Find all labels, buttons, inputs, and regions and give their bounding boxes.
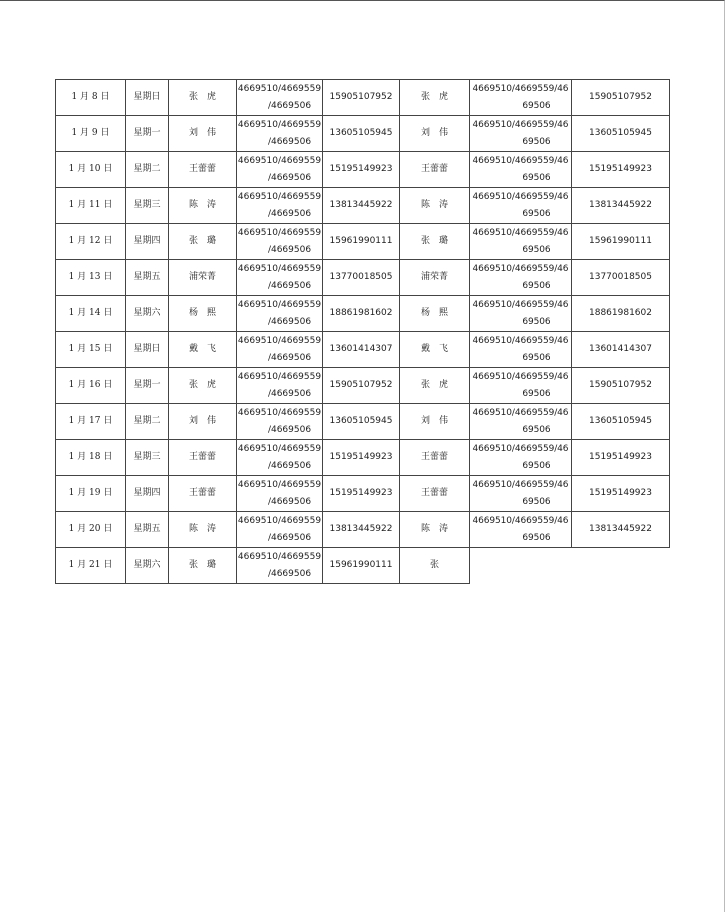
office-phone-cell-line: 4669510/4669559 <box>237 443 322 454</box>
table-row <box>56 404 670 440</box>
backup-office-phone-cell <box>470 224 572 260</box>
backup-name-cell: 王蕾蕾 <box>400 152 470 188</box>
backup-office-phone-cell-line: 69506 <box>522 208 551 219</box>
table-row <box>56 260 670 296</box>
office-phone-cell-line: 4669510/4669559 <box>237 191 322 202</box>
duty-name-cell: 王蕾蕾 <box>169 476 237 512</box>
office-phone-cell-line: /4669506 <box>267 496 312 507</box>
weekday-cell: 星期三 <box>126 440 169 476</box>
office-phone-cell-line: /4669506 <box>267 208 312 219</box>
backup-office-phone-cell <box>470 512 572 548</box>
office-phone-cell <box>237 260 323 296</box>
weekday-cell: 星期四 <box>126 476 169 512</box>
duty-name-cell: 陈 涛 <box>169 188 237 224</box>
office-phone-cell <box>237 188 323 224</box>
duty-name-cell: 张 璐 <box>169 224 237 260</box>
backup-office-phone-cell <box>470 80 572 116</box>
office-phone-cell-line: /4669506 <box>267 352 312 363</box>
weekday-cell: 星期二 <box>126 152 169 188</box>
backup-office-phone-cell <box>470 476 572 512</box>
backup-name-cell: 张 虎 <box>400 80 470 116</box>
backup-mobile-cell: 15195149923 <box>572 476 670 512</box>
backup-mobile-cell: 13770018505 <box>572 260 670 296</box>
office-phone-cell-line: 4669510/4669559 <box>237 83 322 94</box>
backup-office-phone-cell <box>470 368 572 404</box>
backup-office-phone-cell-line: 4669510/4669559/46 <box>472 119 569 130</box>
office-phone-cell-line: 4669510/4669559 <box>237 263 322 274</box>
backup-office-phone-cell <box>470 152 572 188</box>
office-phone-cell-line: 4669510/4669559 <box>237 515 322 526</box>
backup-office-phone-cell <box>470 260 572 296</box>
office-phone-cell-line: 4669510/4669559 <box>237 119 322 130</box>
backup-office-phone-cell-line: 4669510/4669559/46 <box>472 335 569 346</box>
backup-name-cell: 张 虎 <box>400 368 470 404</box>
table-row <box>56 296 670 332</box>
office-phone-cell <box>237 152 323 188</box>
backup-office-phone-cell-line: 69506 <box>522 172 551 183</box>
backup-office-phone-cell-line: 4669510/4669559/46 <box>472 443 569 454</box>
duty-roster-table <box>55 79 670 584</box>
table-row <box>56 476 670 512</box>
backup-office-phone-cell-line: 69506 <box>522 280 551 291</box>
date-cell: 1 月 18 日 <box>56 440 126 476</box>
weekday-cell: 星期日 <box>126 80 169 116</box>
backup-office-phone-cell-line: 69506 <box>522 388 551 399</box>
backup-office-phone-cell-line: 69506 <box>522 316 551 327</box>
backup-office-phone-cell-line: 4669510/4669559/46 <box>472 299 569 310</box>
office-phone-cell <box>237 404 323 440</box>
table-row <box>56 368 670 404</box>
office-phone-cell-line: /4669506 <box>267 568 312 579</box>
backup-office-phone-cell-line: 4669510/4669559/46 <box>472 155 569 166</box>
backup-mobile-cell: 15195149923 <box>572 152 670 188</box>
mobile-cell: 18861981602 <box>323 296 400 332</box>
mobile-cell: 15961990111 <box>323 224 400 260</box>
table-row <box>56 332 670 368</box>
backup-office-phone-cell-line: 4669510/4669559/46 <box>472 407 569 418</box>
mobile-cell: 13605105945 <box>323 116 400 152</box>
duty-name-cell: 戴 飞 <box>169 332 237 368</box>
office-phone-cell <box>237 512 323 548</box>
backup-office-phone-cell <box>470 332 572 368</box>
office-phone-cell-line: /4669506 <box>267 280 312 291</box>
weekday-cell: 星期一 <box>126 368 169 404</box>
table-row <box>56 440 670 476</box>
office-phone-cell <box>237 224 323 260</box>
duty-name-cell: 刘 伟 <box>169 116 237 152</box>
weekday-cell: 星期一 <box>126 116 169 152</box>
duty-name-cell: 张 虎 <box>169 80 237 116</box>
backup-name-cell: 浦荣菁 <box>400 260 470 296</box>
office-phone-cell-line: 4669510/4669559 <box>237 479 322 490</box>
backup-name-cell: 陈 涛 <box>400 188 470 224</box>
table-row <box>56 224 670 260</box>
date-cell: 1 月 21 日 <box>56 548 126 584</box>
office-phone-cell-line: /4669506 <box>267 100 312 111</box>
weekday-cell: 星期四 <box>126 224 169 260</box>
duty-name-cell: 王蕾蕾 <box>169 152 237 188</box>
office-phone-cell-line: /4669506 <box>267 388 312 399</box>
mobile-cell: 15195149923 <box>323 476 400 512</box>
office-phone-cell-line: 4669510/4669559 <box>237 335 322 346</box>
date-cell: 1 月 16 日 <box>56 368 126 404</box>
empty-cell <box>572 548 670 584</box>
office-phone-cell <box>237 116 323 152</box>
backup-office-phone-cell-line: 4669510/4669559/46 <box>472 83 569 94</box>
duty-name-cell: 杨 熙 <box>169 296 237 332</box>
mobile-cell: 15195149923 <box>323 152 400 188</box>
date-cell: 1 月 19 日 <box>56 476 126 512</box>
backup-office-phone-cell-line: 4669510/4669559/46 <box>472 371 569 382</box>
backup-office-phone-cell-line: 69506 <box>522 100 551 111</box>
office-phone-cell <box>237 296 323 332</box>
backup-office-phone-cell <box>470 188 572 224</box>
mobile-cell: 15905107952 <box>323 368 400 404</box>
backup-office-phone-cell-line: 69506 <box>522 244 551 255</box>
office-phone-cell <box>237 476 323 512</box>
date-cell: 1 月 15 日 <box>56 332 126 368</box>
backup-mobile-cell: 15195149923 <box>572 440 670 476</box>
table-row <box>56 152 670 188</box>
backup-office-phone-cell-line: 4669510/4669559/46 <box>472 191 569 202</box>
backup-office-phone-cell-line: 4669510/4669559/46 <box>472 263 569 274</box>
backup-mobile-cell: 13813445922 <box>572 512 670 548</box>
office-phone-cell-line: /4669506 <box>267 424 312 435</box>
office-phone-cell-line: 4669510/4669559 <box>237 407 322 418</box>
date-cell: 1 月 9 日 <box>56 116 126 152</box>
table-row <box>56 512 670 548</box>
backup-mobile-cell: 13601414307 <box>572 332 670 368</box>
mobile-cell: 13601414307 <box>323 332 400 368</box>
backup-office-phone-cell-line: 69506 <box>522 532 551 543</box>
backup-office-phone-cell-line: 69506 <box>522 496 551 507</box>
backup-office-phone-cell <box>470 116 572 152</box>
duty-name-cell: 刘 伟 <box>169 404 237 440</box>
office-phone-cell-line: 4669510/4669559 <box>237 299 322 310</box>
backup-office-phone-cell-line: 69506 <box>522 352 551 363</box>
backup-name-cell: 王蕾蕾 <box>400 476 470 512</box>
mobile-cell: 13770018505 <box>323 260 400 296</box>
office-phone-cell-line: 4669510/4669559 <box>237 155 322 166</box>
backup-mobile-cell: 13605105945 <box>572 404 670 440</box>
backup-office-phone-cell-line: 4669510/4669559/46 <box>472 479 569 490</box>
mobile-cell: 13813445922 <box>323 512 400 548</box>
table-row <box>56 80 670 116</box>
weekday-cell: 星期三 <box>126 188 169 224</box>
empty-cell <box>470 548 572 584</box>
date-cell: 1 月 17 日 <box>56 404 126 440</box>
office-phone-cell <box>237 332 323 368</box>
office-phone-cell-line: /4669506 <box>267 460 312 471</box>
office-phone-cell-line: /4669506 <box>267 532 312 543</box>
backup-mobile-cell: 13605105945 <box>572 116 670 152</box>
backup-name-cell: 陈 涛 <box>400 512 470 548</box>
mobile-cell: 13605105945 <box>323 404 400 440</box>
backup-office-phone-cell <box>470 440 572 476</box>
backup-office-phone-cell-line: 69506 <box>522 424 551 435</box>
office-phone-cell-line: /4669506 <box>267 316 312 327</box>
mobile-cell: 15905107952 <box>323 80 400 116</box>
backup-name-cell: 杨 熙 <box>400 296 470 332</box>
backup-office-phone-cell <box>470 296 572 332</box>
office-phone-cell <box>237 368 323 404</box>
office-phone-cell-line: 4669510/4669559 <box>237 551 322 562</box>
office-phone-cell-line: /4669506 <box>267 136 312 147</box>
table-row <box>56 548 670 584</box>
backup-office-phone-cell-line: 4669510/4669559/46 <box>472 227 569 238</box>
duty-name-cell: 张 璐 <box>169 548 237 584</box>
backup-name-cell: 刘 伟 <box>400 404 470 440</box>
weekday-cell: 星期日 <box>126 332 169 368</box>
backup-name-cell: 刘 伟 <box>400 116 470 152</box>
office-phone-cell-line: /4669506 <box>267 244 312 255</box>
weekday-cell: 星期五 <box>126 512 169 548</box>
date-cell: 1 月 8 日 <box>56 80 126 116</box>
table-row <box>56 116 670 152</box>
weekday-cell: 星期六 <box>126 548 169 584</box>
date-cell: 1 月 13 日 <box>56 260 126 296</box>
backup-mobile-cell: 15905107952 <box>572 368 670 404</box>
backup-office-phone-cell-line: 4669510/4669559/46 <box>472 515 569 526</box>
table-row <box>56 188 670 224</box>
mobile-cell: 15961990111 <box>323 548 400 584</box>
duty-name-cell: 王蕾蕾 <box>169 440 237 476</box>
date-cell: 1 月 11 日 <box>56 188 126 224</box>
office-phone-cell-line: 4669510/4669559 <box>237 227 322 238</box>
office-phone-cell <box>237 440 323 476</box>
duty-roster-body <box>56 80 670 584</box>
office-phone-cell-line: /4669506 <box>267 172 312 183</box>
duty-name-cell: 张 虎 <box>169 368 237 404</box>
backup-name-cell: 王蕾蕾 <box>400 440 470 476</box>
office-phone-cell <box>237 80 323 116</box>
duty-name-cell: 浦荣菁 <box>169 260 237 296</box>
duty-name-cell: 陈 涛 <box>169 512 237 548</box>
backup-office-phone-cell-line: 69506 <box>522 136 551 147</box>
mobile-cell: 13813445922 <box>323 188 400 224</box>
weekday-cell: 星期二 <box>126 404 169 440</box>
backup-mobile-cell: 13813445922 <box>572 188 670 224</box>
backup-office-phone-cell <box>470 404 572 440</box>
backup-mobile-cell: 15961990111 <box>572 224 670 260</box>
backup-mobile-cell: 18861981602 <box>572 296 670 332</box>
weekday-cell: 星期六 <box>126 296 169 332</box>
backup-office-phone-cell-line: 69506 <box>522 460 551 471</box>
date-cell: 1 月 20 日 <box>56 512 126 548</box>
date-cell: 1 月 10 日 <box>56 152 126 188</box>
backup-mobile-cell: 15905107952 <box>572 80 670 116</box>
office-phone-cell-line: 4669510/4669559 <box>237 371 322 382</box>
backup-name-cell: 戴 飞 <box>400 332 470 368</box>
date-cell: 1 月 14 日 <box>56 296 126 332</box>
backup-name-cell: 张 <box>400 548 470 584</box>
office-phone-cell <box>237 548 323 584</box>
weekday-cell: 星期五 <box>126 260 169 296</box>
date-cell: 1 月 12 日 <box>56 224 126 260</box>
backup-name-cell: 张 璐 <box>400 224 470 260</box>
mobile-cell: 15195149923 <box>323 440 400 476</box>
